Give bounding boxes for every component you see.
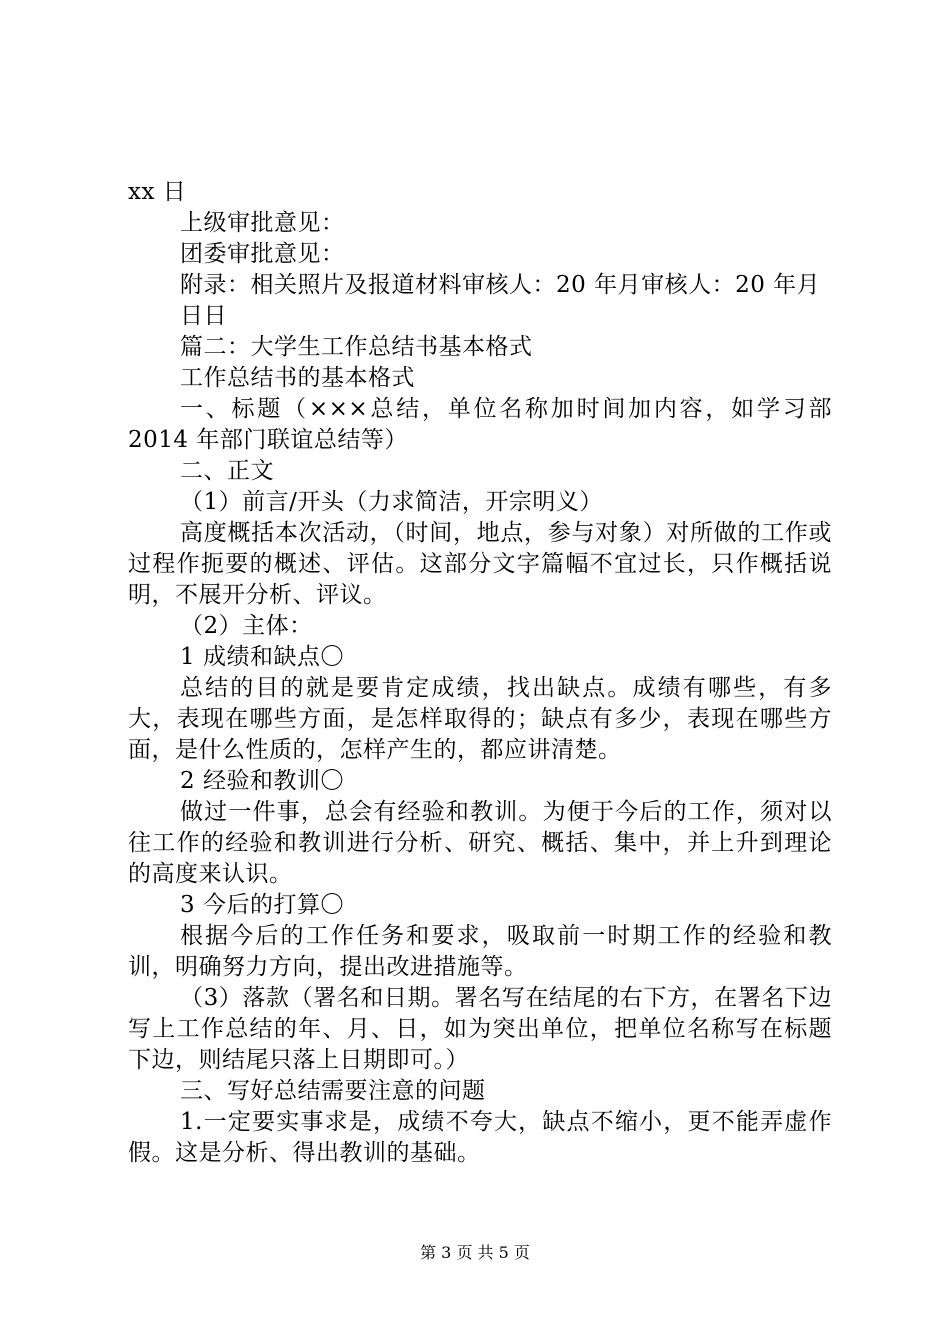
paragraph-superior-approval: 上级审批意见： — [180, 210, 345, 236]
paragraph-date: xx 日 — [128, 179, 187, 205]
paragraph-appendix: 附录：相关照片及报道材料审核人：20 年月审核人：20 年月 — [180, 272, 821, 298]
paragraph-section-body: 二、正文 — [180, 458, 274, 484]
paragraph-main-heading: （2）主体： — [180, 613, 313, 639]
paragraph-basic-format-title: 工作总结书的基本格式 — [180, 365, 415, 391]
paragraph-achievements-heading: 1 成绩和缺点〇 — [180, 644, 344, 670]
paragraph-achievements-text: 总结的目的就是要肯定成绩，找出缺点。成绩有哪些，有多大，表现在哪些方面，是怎样取得的；缺点有多少，表现在哪些方面，是什么性质的，怎样产生的，都应讲清楚。 — [128, 675, 832, 763]
page-number-label: 第 3 页 共 5 页 — [420, 1243, 530, 1262]
paragraph-day-day: 日日 — [180, 303, 227, 329]
paragraph-section-three-heading: 三、写好总结需要注意的问题 — [180, 1078, 486, 1104]
page-footer — [0, 1242, 950, 1264]
paragraph-section-title: 一、标题（×××总结，单位名称加时间加内容，如学习部 2014 年部门联谊总结等） — [128, 396, 832, 453]
paragraph-plans-heading: 3 今后的打算〇 — [180, 892, 344, 918]
paragraph-preface-heading: （1）前言/开头（力求简洁，开宗明义） — [180, 489, 603, 515]
paragraph-league-approval: 团委审批意见： — [180, 241, 345, 267]
paragraph-preface-text: 高度概括本次活动，（时间，地点，参与对象）对所做的工作或过程作扼要的概述、评估。这部分文字篇幅不宜过长，只作概括说明，不展开分析、评议。 — [128, 520, 832, 608]
document-body — [128, 177, 832, 1169]
paragraph-chapter-two-title: 篇二：大学生工作总结书基本格式 — [180, 334, 533, 360]
paragraph-plans-text: 根据今后的工作任务和要求，吸取前一时期工作的经验和教训，明确努力方向，提出改进措施等。 — [128, 923, 832, 980]
paragraph-signature-text: （3）落款（署名和日期。署名写在结尾的右下方，在署名下边写上工作总结的年、月、日，如为突出单位，把单位名称写在标题下边，则结尾只落上日期即可。） — [128, 985, 832, 1073]
paragraph-lessons-text: 做过一件事，总会有经验和教训。为便于今后的工作，须对以往工作的经验和教训进行分析、研究、概括、集中，并上升到理论的高度来认识。 — [128, 799, 832, 887]
paragraph-lessons-heading: 2 经验和教训〇 — [180, 768, 344, 794]
paragraph-truthful-text: 1.一定要实事求是，成绩不夸大，缺点不缩小，更不能弄虚作假。这是分析、得出教训的基础。 — [128, 1109, 832, 1166]
